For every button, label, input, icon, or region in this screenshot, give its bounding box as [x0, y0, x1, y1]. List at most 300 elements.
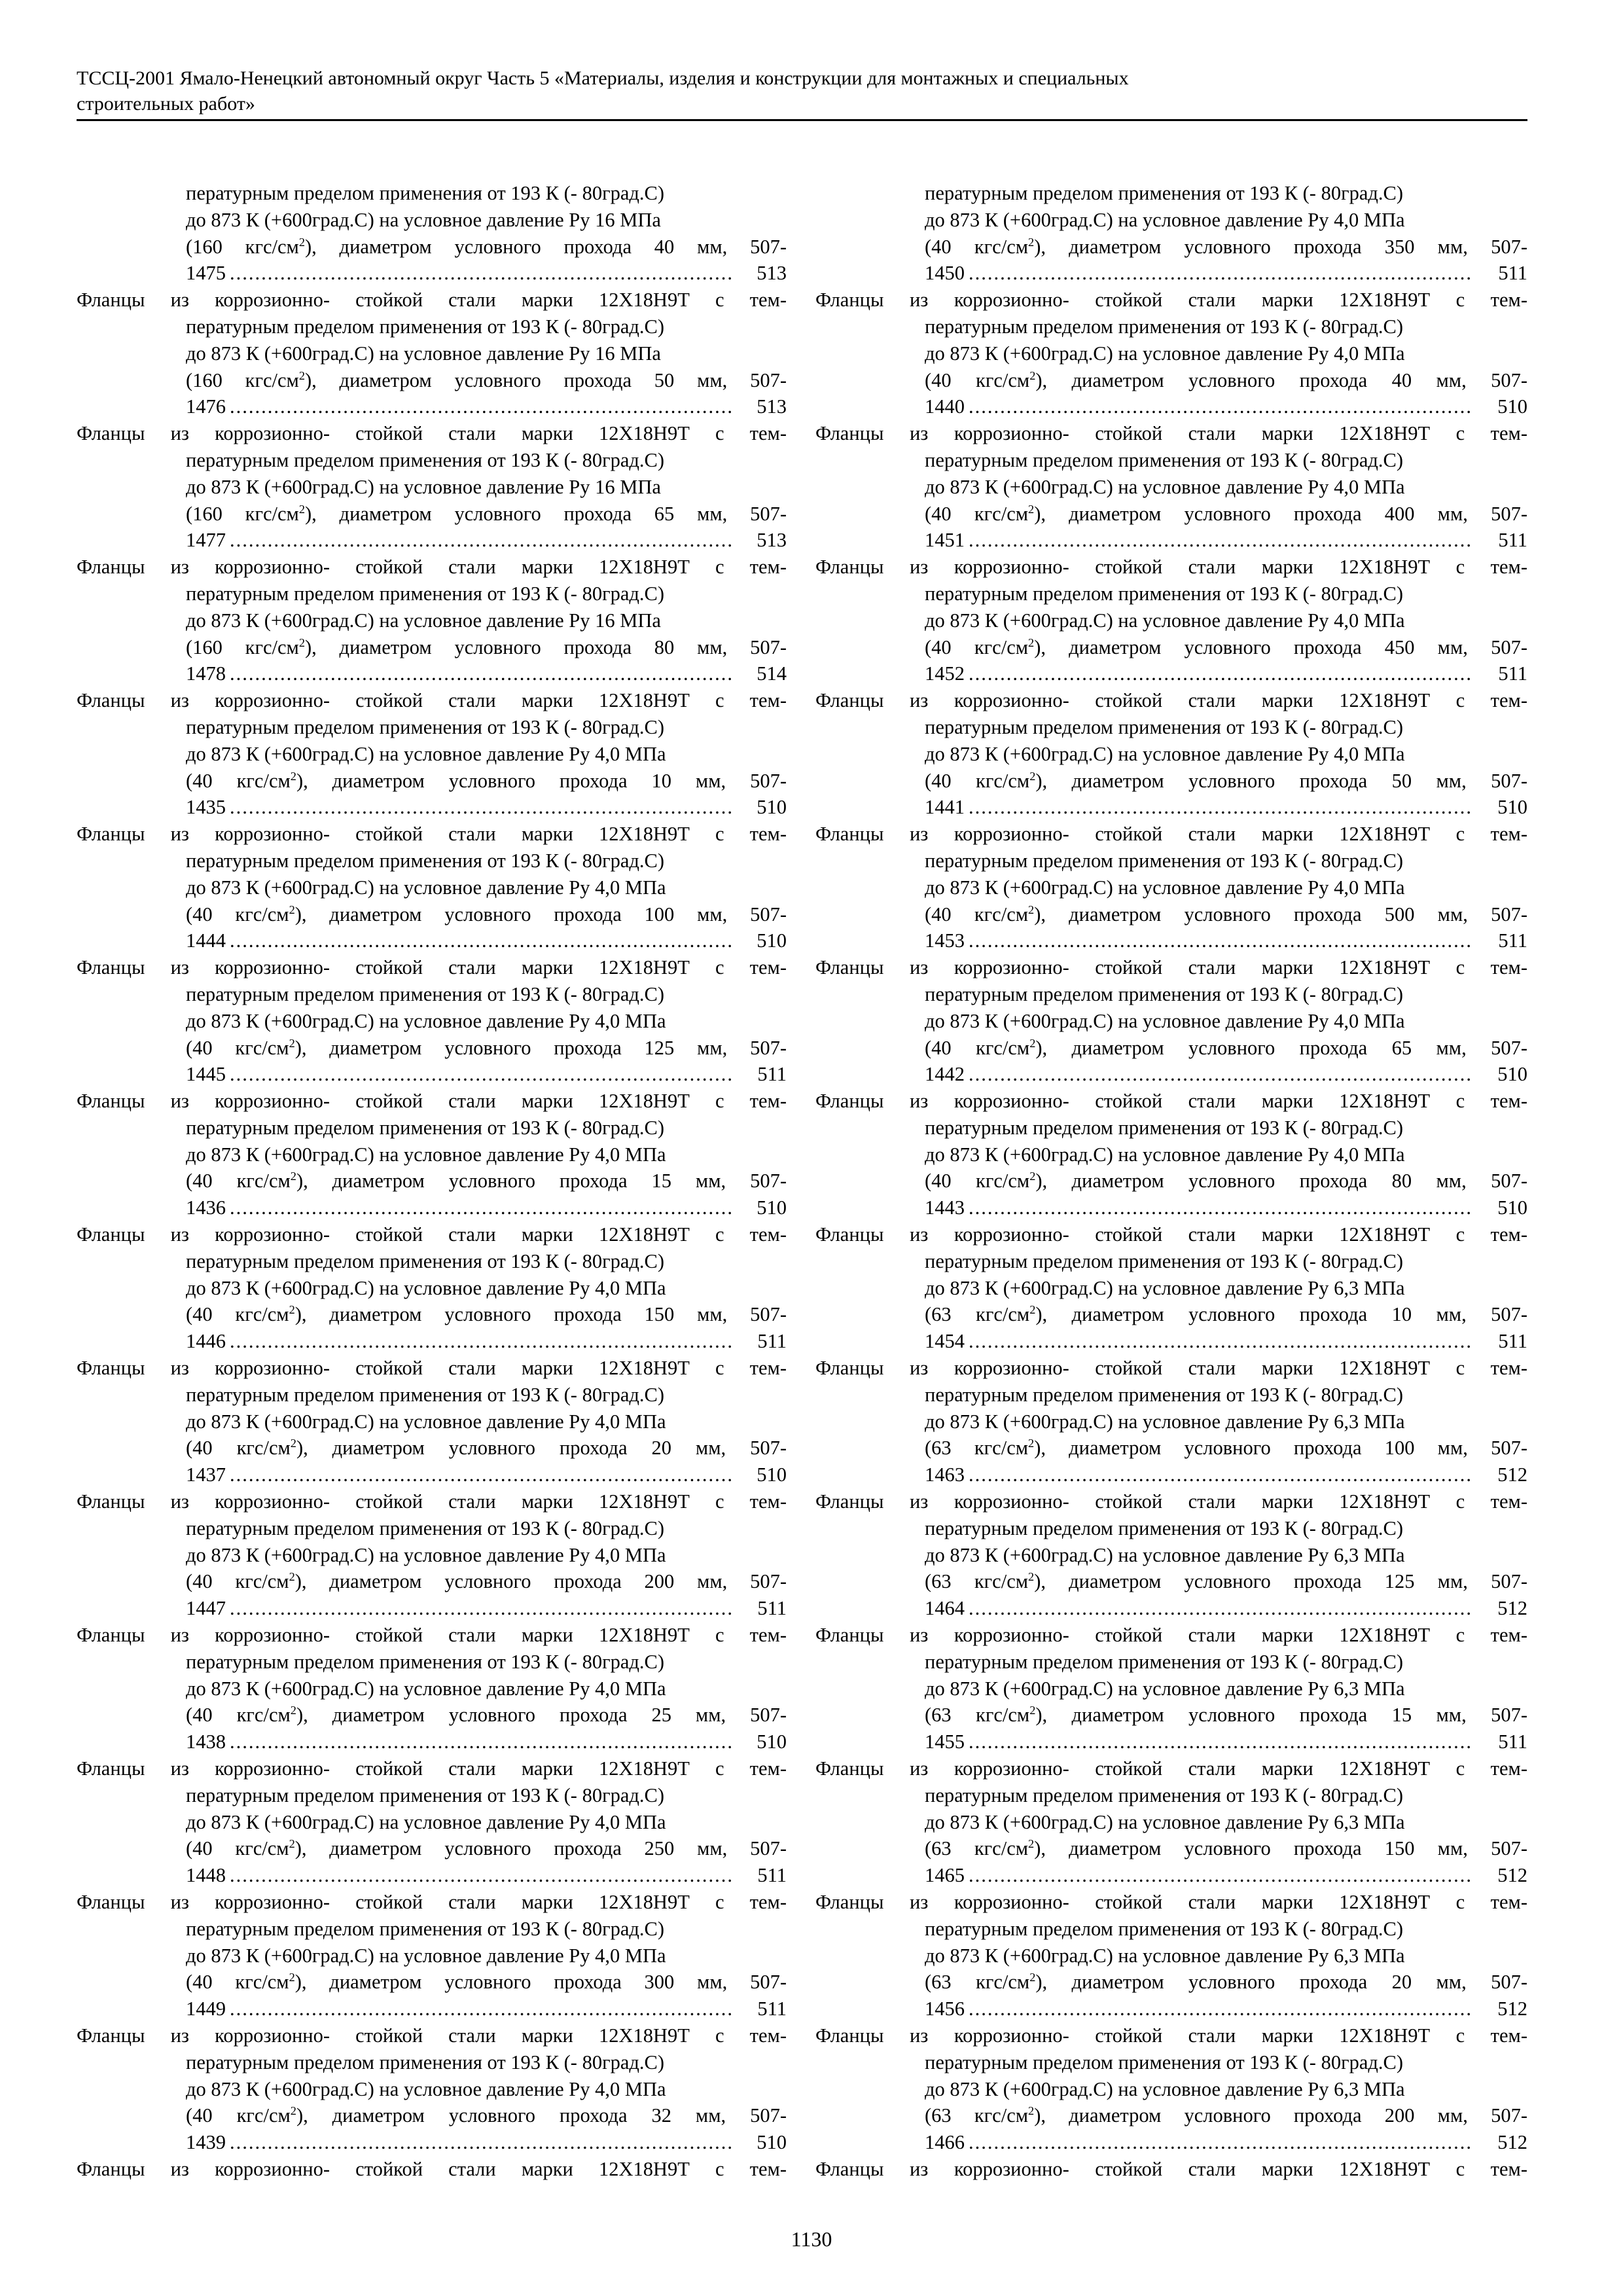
entry-index-line: [925, 1462, 1527, 1488]
entry-page-ref: 513: [757, 395, 787, 418]
entry-diameter-line: [186, 1301, 787, 1328]
entry-lead-line-trailing: Фланцы из коррозионно- стойкой стали марки 12Х18Н9Т с тем-: [815, 2157, 1527, 2180]
entry-lead-line: Фланцы из коррозионно- стойкой стали марки 12Х18Н9Т с тем-: [77, 1891, 787, 1913]
entry-code: 1437: [186, 1463, 226, 1486]
entry-leader-dots: ................................................................................: [969, 1330, 1472, 1353]
entry-sup: 2: [1029, 1170, 1036, 1183]
entry-index-line: [925, 660, 1527, 687]
entry-kgs: (160 кгс/см: [186, 502, 299, 525]
entry-diameter-line: [186, 768, 787, 795]
entry-pressure-line: до 873 К (+600град.С) на условное давление Ру 4,0 МПа: [186, 1810, 666, 1833]
entry-page-ref: 511: [1498, 1330, 1527, 1353]
entry-code: 1456: [925, 1998, 965, 2020]
entry-temp-line: пературным пределом применения от 193 К (- 80град.С): [925, 1249, 1404, 1272]
entry-temp-line: пературным пределом применения от 193 К (- 80град.С): [186, 1784, 665, 1806]
entry-sup: 2: [1028, 903, 1035, 916]
entry-temp-line: пературным пределом применения от 193 К (- 80град.С): [925, 1383, 1404, 1406]
entry-pressure-line: до 873 К (+600град.С) на условное давление Ру 4,0 МПа: [186, 742, 666, 765]
entry-diameter: ), диаметром условного прохода 10 мм, 507-: [1035, 1303, 1527, 1326]
entry-index-line: [186, 1462, 787, 1488]
entry-diameter: ), диаметром условного прохода 200 мм, 507-: [294, 1570, 787, 1593]
entry-kgs: (40 кгс/см: [186, 1437, 291, 1460]
entry-lead-line: Фланцы из коррозионно- стойкой стали марки 12Х18Н9Т с тем-: [815, 2024, 1527, 2047]
entry-diameter: ), диаметром условного прохода 10 мм, 507-: [296, 769, 787, 792]
entry-leader-dots: ................................................................................: [230, 1597, 734, 1620]
entry-code: 1464: [925, 1597, 965, 1620]
entry-pressure-line: до 873 К (+600град.С) на условное давление Ру 4,0 МПа: [186, 1944, 666, 1967]
entry-leader-dots: ................................................................................: [969, 262, 1472, 285]
entry-kgs: (40 кгс/см: [925, 368, 1030, 391]
entry-lead-line: Фланцы из коррозионно- стойкой стали марки 12Х18Н9Т с тем-: [815, 1624, 1527, 1647]
entry-sup: 2: [289, 1837, 295, 1851]
index-entry: [815, 1622, 1527, 1755]
entry-sup: 2: [1029, 1036, 1036, 1050]
index-entry: [77, 1488, 787, 1622]
entry-body: [815, 314, 1527, 420]
entry-sup: 2: [290, 1437, 296, 1450]
entry-diameter-line: [925, 1435, 1527, 1462]
entry-diameter-line: [925, 501, 1527, 528]
entry-kgs: (160 кгс/см: [186, 235, 299, 258]
entry-kgs: (40 кгс/см: [186, 1036, 289, 1059]
entry-index-line: [925, 2129, 1527, 2156]
entry-sup: 2: [290, 1704, 296, 1717]
entry-kgs: (63 кгс/см: [925, 1704, 1030, 1727]
entry-code: 1441: [925, 796, 965, 819]
entry-page-ref: 511: [1498, 262, 1527, 285]
index-entry: [815, 821, 1527, 954]
entry-diameter: ), диаметром условного прохода 400 мм, 507-: [1034, 502, 1527, 525]
entry-body: [815, 1115, 1527, 1221]
entry-sup: 2: [1029, 1704, 1036, 1717]
entry-page-ref: 510: [757, 1731, 787, 1753]
entry-sup: 2: [1029, 1971, 1036, 1984]
entry-pressure-line: до 873 К (+600град.С) на условное давление Ру 6,3 МПа: [925, 1410, 1405, 1433]
entry-code: 1442: [925, 1063, 965, 1086]
index-entry: [77, 287, 787, 420]
entry-pressure-line: до 873 К (+600град.С) на условное давление Ру 16 МПа: [186, 342, 661, 365]
entry-kgs: (40 кгс/см: [925, 769, 1030, 792]
entry-code: 1436: [186, 1196, 226, 1219]
entry-temp-line: пературным пределом применения от 193 К (- 80град.С): [925, 448, 1404, 471]
index-column-right: [815, 180, 1527, 2183]
entry-leader-dots: ................................................................................: [230, 395, 734, 418]
entry-index-line: [925, 1328, 1527, 1355]
entry-index-line: [186, 1595, 787, 1622]
entry-pressure-line: до 873 К (+600град.С) на условное давление Ру 4,0 МПа: [925, 742, 1405, 765]
entry-page-ref: 511: [1498, 662, 1527, 685]
entry-leader-dots: ................................................................................: [230, 662, 734, 685]
entry-page-ref: 510: [757, 929, 787, 952]
entry-body: [815, 1782, 1527, 1889]
entry-kgs: (40 кгс/см: [186, 2104, 291, 2127]
entry-code: 1435: [186, 796, 226, 819]
entry-diameter-line: [925, 768, 1527, 795]
entry-temp-line: пературным пределом применения от 193 К (- 80град.С): [925, 1116, 1404, 1139]
entry-lead-line: Фланцы из коррозионно- стойкой стали марки 12Х18Н9Т с тем-: [77, 1624, 787, 1647]
entry-pressure-line: до 873 К (+600град.С) на условное давление Ру 4,0 МПа: [925, 609, 1405, 632]
entry-temp-line: пературным пределом применения от 193 К (- 80град.С): [925, 1650, 1404, 1673]
entry-page-ref: 512: [1497, 2131, 1527, 2154]
entry-body: [77, 848, 787, 954]
entry-body: [77, 714, 787, 821]
index-entry: [77, 2022, 787, 2156]
entry-leader-dots: ................................................................................: [969, 796, 1472, 819]
entry-body: [815, 1649, 1527, 1755]
entry-page-ref: 511: [757, 1998, 787, 2020]
entry-leader-dots: ................................................................................: [969, 1063, 1472, 1086]
entry-lead-line: Фланцы из коррозионно- стойкой стали марки 12Х18Н9Т с тем-: [77, 422, 787, 445]
entry-diameter-line: [925, 1969, 1527, 1996]
entry-sup: 2: [1028, 235, 1035, 249]
entry-leader-dots: ................................................................................: [969, 1864, 1472, 1887]
entry-lead-line: Фланцы из коррозионно- стойкой стали марки 12Х18Н9Т с тем-: [815, 289, 1527, 312]
entry-code: 1465: [925, 1864, 965, 1887]
entry-kgs: (40 кгс/см: [186, 769, 291, 792]
entry-index-line: [186, 1328, 787, 1355]
index-entry: [815, 1889, 1527, 2022]
entry-pressure-line: до 873 К (+600град.С) на условное давление Ру 4,0 МПа: [925, 1009, 1405, 1032]
entry-page-ref: 510: [1497, 395, 1527, 418]
entry-lead-line: Фланцы из коррозионно- стойкой стали марки 12Х18Н9Т с тем-: [815, 1357, 1527, 1380]
index-entry: [77, 1889, 787, 2022]
entry-pressure-line: до 873 К (+600град.С) на условное давление Ру 6,3 МПа: [925, 1276, 1405, 1299]
entry-lead-line: Фланцы из коррозионно- стойкой стали марки 12Х18Н9Т с тем-: [77, 1357, 787, 1380]
entry-leader-dots: ................................................................................: [969, 1731, 1472, 1753]
entry-temp-line: пературным пределом применения от 193 К (- 80град.С): [925, 582, 1404, 605]
entry-temp-line: пературным пределом применения от 193 К (- 80град.С): [186, 1516, 665, 1539]
entry-leader-dots: ................................................................................: [230, 929, 734, 952]
entry-lead-line: Фланцы из коррозионно- стойкой стали марки 12Х18Н9Т с тем-: [77, 689, 787, 712]
entry-code: 1478: [186, 662, 226, 685]
entry-lead-line: Фланцы из коррозионно- стойкой стали марки 12Х18Н9Т с тем-: [815, 1223, 1527, 1246]
entry-sup: 2: [290, 769, 296, 783]
entry-diameter: ), диаметром условного прохода 100 мм, 507-: [1034, 1437, 1527, 1460]
entry-diameter: ), диаметром условного прохода 350 мм, 507-: [1034, 235, 1527, 258]
entry-sup: 2: [1028, 2104, 1035, 2118]
entry-code: 1450: [925, 262, 965, 285]
entry-code: 1455: [925, 1731, 965, 1753]
entry-diameter-line: [186, 1168, 787, 1194]
entry-page-ref: 510: [1497, 1196, 1527, 1219]
entry-index-line: [925, 1996, 1527, 2022]
entry-temp-line: пературным пределом применения от 193 К (- 80град.С): [186, 849, 665, 872]
entry-leader-dots: ................................................................................: [230, 529, 734, 552]
entry-pressure-line: до 873 К (+600град.С) на условное давление Ру 6,3 МПа: [925, 2077, 1405, 2100]
entry-body: [77, 180, 787, 287]
entry-sup: 2: [289, 1570, 295, 1584]
index-entry: [815, 687, 1527, 821]
entry-index-line: [186, 2129, 787, 2156]
entry-temp-line: пературным пределом применения от 193 К (- 80град.С): [186, 1917, 665, 1940]
entry-kgs: (63 кгс/см: [925, 1303, 1030, 1326]
page-number: 1130: [791, 2227, 832, 2251]
entry-leader-dots: ................................................................................: [969, 2131, 1472, 2154]
index-entry: [815, 180, 1527, 287]
header-line-2: строительных работ»: [77, 93, 255, 115]
entry-body: [77, 447, 787, 554]
entry-temp-line: пературным пределом применения от 193 К (- 80град.С): [186, 715, 665, 738]
entry-temp-line: пературным пределом применения от 193 К (- 80град.С): [186, 1383, 665, 1406]
entry-sup: 2: [290, 2104, 296, 2118]
entry-body: [815, 1248, 1527, 1355]
entry-temp-line: пературным пределом применения от 193 К (- 80град.С): [186, 182, 665, 204]
entry-diameter: ), диаметром условного прохода 100 мм, 507-: [294, 903, 787, 925]
header-line-1: ТССЦ-2001 Ямало-Ненецкий автономный округ Часть 5 «Материалы, изделия и конструкции для монтажных и специальных: [77, 67, 1129, 89]
entry-temp-line: пературным пределом применения от 193 К (- 80град.С): [186, 448, 665, 471]
entry-page-ref: 510: [757, 2131, 787, 2154]
entry-leader-dots: ................................................................................: [969, 929, 1472, 952]
entry-diameter: ), диаметром условного прохода 15 мм, 507-: [296, 1170, 787, 1193]
entry-temp-line: пературным пределом применения от 193 К (- 80град.С): [186, 1116, 665, 1139]
entry-page-ref: 510: [757, 796, 787, 819]
entry-kgs: (40 кгс/см: [186, 1570, 289, 1593]
entry-sup: 2: [1029, 769, 1036, 783]
entry-pressure-line: до 873 К (+600град.С) на условное давление Ру 4,0 МПа: [925, 208, 1405, 231]
entry-lead-line: Фланцы из коррозионно- стойкой стали марки 12Х18Н9Т с тем-: [815, 823, 1527, 846]
entry-leader-dots: ................................................................................: [230, 1998, 734, 2020]
entry-page-ref: 511: [757, 1597, 787, 1620]
entry-sup: 2: [1028, 502, 1035, 516]
entry-lead-line: Фланцы из коррозионно- стойкой стали марки 12Х18Н9Т с тем-: [77, 1757, 787, 1780]
entry-leader-dots: ................................................................................: [969, 1196, 1472, 1219]
entry-body: [77, 1115, 787, 1221]
entry-pressure-line: до 873 К (+600град.С) на условное давление Ру 4,0 МПа: [925, 876, 1405, 899]
entry-diameter: ), диаметром условного прохода 250 мм, 507-: [294, 1837, 787, 1860]
entry-kgs: (63 кгс/см: [925, 1837, 1029, 1860]
entry-page-ref: 512: [1497, 1998, 1527, 2020]
entry-code: 1445: [186, 1063, 226, 1086]
entry-leader-dots: ................................................................................: [969, 1463, 1472, 1486]
entry-pressure-line: до 873 К (+600град.С) на условное давление Ру 16 МПа: [186, 609, 661, 632]
entry-diameter-line: [186, 1835, 787, 1862]
entry-leader-dots: ................................................................................: [969, 1998, 1472, 2020]
entry-diameter: ), диаметром условного прохода 125 мм, 507-: [294, 1036, 787, 1059]
entry-pressure-line: до 873 К (+600град.С) на условное давление Ру 4,0 МПа: [186, 1276, 666, 1299]
running-header: [77, 65, 1527, 121]
entry-kgs: (40 кгс/см: [925, 1036, 1030, 1059]
entry-diameter-line: [925, 901, 1527, 928]
entry-pressure-line: до 873 К (+600град.С) на условное давление Ру 16 МПа: [186, 475, 661, 498]
entry-lead-line-trailing: Фланцы из коррозионно- стойкой стали марки 12Х18Н9Т с тем-: [77, 2157, 787, 2180]
index-entry: [77, 1622, 787, 1755]
entry-pressure-line: до 873 К (+600град.С) на условное давление Ру 6,3 МПа: [925, 1944, 1405, 1967]
entry-diameter-line: [186, 501, 787, 528]
entry-kgs: (160 кгс/см: [186, 636, 299, 658]
entry-leader-dots: ................................................................................: [969, 395, 1472, 418]
entry-code: 1475: [186, 262, 226, 285]
entry-sup: 2: [1028, 1570, 1035, 1584]
index-entry: [815, 1221, 1527, 1355]
entry-lead-line: Фланцы из коррозионно- стойкой стали марки 12Х18Н9Т с тем-: [77, 1223, 787, 1246]
entry-lead-line: Фланцы из коррозионно- стойкой стали марки 12Х18Н9Т с тем-: [815, 422, 1527, 445]
entry-index-line: [186, 393, 787, 420]
entry-temp-line: пературным пределом применения от 193 К (- 80град.С): [925, 2051, 1404, 2073]
entry-index-line: [925, 527, 1527, 554]
entry-diameter-line: [186, 1568, 787, 1595]
entry-diameter-line: [925, 1168, 1527, 1194]
entry-leader-dots: ................................................................................: [230, 1731, 734, 1753]
entry-diameter-line: [186, 1969, 787, 1996]
entry-temp-line: пературным пределом применения от 193 К (- 80град.С): [186, 982, 665, 1005]
entry-temp-line: пературным пределом применения от 193 К (- 80град.С): [925, 182, 1404, 204]
entry-code: 1453: [925, 929, 965, 952]
entry-leader-dots: ................................................................................: [230, 1063, 734, 1086]
entry-code: 1448: [186, 1864, 226, 1887]
entry-kgs: (40 кгс/см: [925, 1170, 1030, 1193]
entry-body: [77, 581, 787, 687]
entry-kgs: (40 кгс/см: [186, 1837, 289, 1860]
entry-code: 1447: [186, 1597, 226, 1620]
entry-sup: 2: [298, 235, 305, 249]
entry-diameter: ), диаметром условного прохода 32 мм, 507-: [296, 2104, 787, 2127]
entry-leader-dots: ................................................................................: [230, 1196, 734, 1219]
entry-page-ref: 512: [1497, 1864, 1527, 1887]
entry-code: 1440: [925, 395, 965, 418]
entry-body: [815, 180, 1527, 287]
entry-pressure-line: до 873 К (+600град.С) на условное давление Ру 4,0 МПа: [925, 475, 1405, 498]
entry-pressure-line: до 873 К (+600град.С) на условное давление Ру 4,0 МПа: [186, 1143, 666, 1166]
entry-pressure-line: до 873 К (+600град.С) на условное давление Ру 4,0 МПа: [925, 1143, 1405, 1166]
entry-pressure-line: до 873 К (+600град.С) на условное давление Ру 4,0 МПа: [186, 1410, 666, 1433]
entry-page-ref: 512: [1497, 1597, 1527, 1620]
index-column-left: [77, 180, 787, 2183]
entry-lead-line: Фланцы из коррозионно- стойкой стали марки 12Х18Н9Т с тем-: [815, 556, 1527, 579]
entry-diameter: ), диаметром условного прохода 15 мм, 507-: [1035, 1704, 1527, 1727]
entry-diameter: ), диаметром условного прохода 500 мм, 507-: [1034, 903, 1527, 925]
entry-index-line: [186, 794, 787, 821]
entry-sup: 2: [1028, 1437, 1035, 1450]
entry-index-line: [186, 1061, 787, 1088]
index-entry: [815, 554, 1527, 687]
entry-index-line: [186, 260, 787, 287]
entry-temp-line: пературным пределом применения от 193 К (- 80град.С): [925, 982, 1404, 1005]
entry-temp-line: пературным пределом применения от 193 К (- 80град.С): [186, 582, 665, 605]
entry-code: 1463: [925, 1463, 965, 1486]
entry-diameter: ), диаметром условного прохода 40 мм, 507-: [305, 235, 787, 258]
entry-page-ref: 510: [1497, 1063, 1527, 1086]
entry-diameter-line: [925, 234, 1527, 260]
entry-body: [77, 1916, 787, 2022]
entry-index-line: [186, 1862, 787, 1889]
entry-body: [815, 581, 1527, 687]
entry-code: 1452: [925, 662, 965, 685]
index-entry: [77, 554, 787, 687]
entry-kgs: (63 кгс/см: [925, 1570, 1029, 1593]
entry-sup: 2: [289, 1971, 295, 1984]
entry-temp-line: пературным пределом применения от 193 К (- 80град.С): [925, 315, 1404, 338]
entry-lead-line: Фланцы из коррозионно- стойкой стали марки 12Х18Н9Т с тем-: [77, 556, 787, 579]
entry-temp-line: пературным пределом применения от 193 К (- 80град.С): [925, 1784, 1404, 1806]
entry-lead-line: Фланцы из коррозионно- стойкой стали марки 12Х18Н9Т с тем-: [77, 1090, 787, 1113]
entry-code: 1443: [925, 1196, 965, 1219]
entry-pressure-line: до 873 К (+600град.С) на условное давление Ру 4,0 МПа: [186, 1009, 666, 1032]
index-entry: [77, 1088, 787, 1221]
entry-pressure-line: до 873 К (+600град.С) на условное давление Ру 16 МПа: [186, 208, 661, 231]
index-entry: [77, 420, 787, 554]
entry-diameter-line: [186, 367, 787, 394]
entry-diameter: ), диаметром условного прохода 80 мм, 507-: [305, 636, 787, 658]
entry-body: [77, 2049, 787, 2156]
entry-body: [815, 2049, 1527, 2156]
entry-pressure-line: до 873 К (+600град.С) на условное давление Ру 4,0 МПа: [186, 876, 666, 899]
entry-kgs: (63 кгс/см: [925, 1437, 1029, 1460]
entry-body: [77, 1515, 787, 1622]
entry-kgs: (63 кгс/см: [925, 2104, 1029, 2127]
entry-page-ref: 511: [1498, 929, 1527, 952]
index-entry: [815, 2022, 1527, 2156]
entry-page-ref: 511: [757, 1063, 787, 1086]
entry-diameter: ), диаметром условного прохода 20 мм, 507-: [296, 1437, 787, 1460]
entry-sup: 2: [289, 903, 295, 916]
entry-code: 1476: [186, 395, 226, 418]
entry-page-ref: 511: [1498, 1731, 1527, 1753]
entry-diameter-line: [925, 1702, 1527, 1729]
entry-temp-line: пературным пределом применения от 193 К (- 80град.С): [186, 1249, 665, 1272]
index-entry: [77, 180, 787, 287]
entry-leader-dots: ................................................................................: [969, 662, 1472, 685]
entry-pressure-line: до 873 К (+600град.С) на условное давление Ру 4,0 МПа: [186, 2077, 666, 2100]
entry-diameter: ), диаметром условного прохода 300 мм, 507-: [294, 1971, 787, 1994]
entry-leader-dots: ................................................................................: [230, 2131, 734, 2154]
entry-diameter-line: [925, 1035, 1527, 1062]
entry-sup: 2: [1028, 1837, 1035, 1851]
entry-sup: 2: [289, 1036, 295, 1050]
entry-sup: 2: [1028, 636, 1035, 649]
entry-page-ref: 510: [1497, 796, 1527, 819]
entry-index-line: [925, 260, 1527, 287]
entry-body: [815, 981, 1527, 1088]
entry-diameter-line: [186, 901, 787, 928]
entry-leader-dots: ................................................................................: [230, 262, 734, 285]
entry-index-line: [925, 794, 1527, 821]
entry-body: [815, 1916, 1527, 2022]
entry-lead-line: Фланцы из коррозионно- стойкой стали марки 12Х18Н9Т с тем-: [77, 956, 787, 979]
entry-page-ref: 510: [757, 1196, 787, 1219]
entry-temp-line: пературным пределом применения от 193 К (- 80град.С): [925, 1516, 1404, 1539]
entry-sup: 2: [289, 1303, 295, 1317]
entry-page-ref: 514: [757, 662, 787, 685]
index-entry: [77, 687, 787, 821]
entry-diameter-line: [186, 1035, 787, 1062]
entry-kgs: (40 кгс/см: [186, 1303, 289, 1326]
entry-kgs: (40 кгс/см: [186, 1704, 291, 1727]
entry-code: 1439: [186, 2131, 226, 2154]
entry-diameter: ), диаметром условного прохода 450 мм, 507-: [1034, 636, 1527, 658]
entry-body: [77, 981, 787, 1088]
entry-sup: 2: [298, 368, 305, 382]
entry-pressure-line: до 873 К (+600град.С) на условное давление Ру 6,3 МПа: [925, 1677, 1405, 1700]
entry-code: 1449: [186, 1998, 226, 2020]
index-entry: [815, 954, 1527, 1088]
entry-diameter-line: [925, 1568, 1527, 1595]
entry-diameter: ), диаметром условного прохода 40 мм, 507-: [1035, 368, 1527, 391]
entry-index-line: [925, 393, 1527, 420]
entry-temp-line: пературным пределом применения от 193 К (- 80град.С): [186, 1650, 665, 1673]
entry-leader-dots: ................................................................................: [230, 1330, 734, 1353]
index-entry: [815, 1488, 1527, 1622]
entry-temp-line: пературным пределом применения от 193 К (- 80град.С): [925, 849, 1404, 872]
entry-diameter: ), диаметром условного прохода 20 мм, 507-: [1035, 1971, 1527, 1994]
entry-diameter: ), диаметром условного прохода 25 мм, 507-: [296, 1704, 787, 1727]
entry-lead-line: Фланцы из коррозионно- стойкой стали марки 12Х18Н9Т с тем-: [77, 823, 787, 846]
entry-diameter-line: [186, 1435, 787, 1462]
entry-lead-line: Фланцы из коррозионно- стойкой стали марки 12Х18Н9Т с тем-: [77, 289, 787, 312]
entry-lead-line: Фланцы из коррозионно- стойкой стали марки 12Х18Н9Т с тем-: [815, 689, 1527, 712]
index-entry: [815, 1355, 1527, 1488]
entry-body: [815, 1382, 1527, 1488]
entry-lead-line: Фланцы из коррозионно- стойкой стали марки 12Х18Н9Т с тем-: [815, 1090, 1527, 1113]
